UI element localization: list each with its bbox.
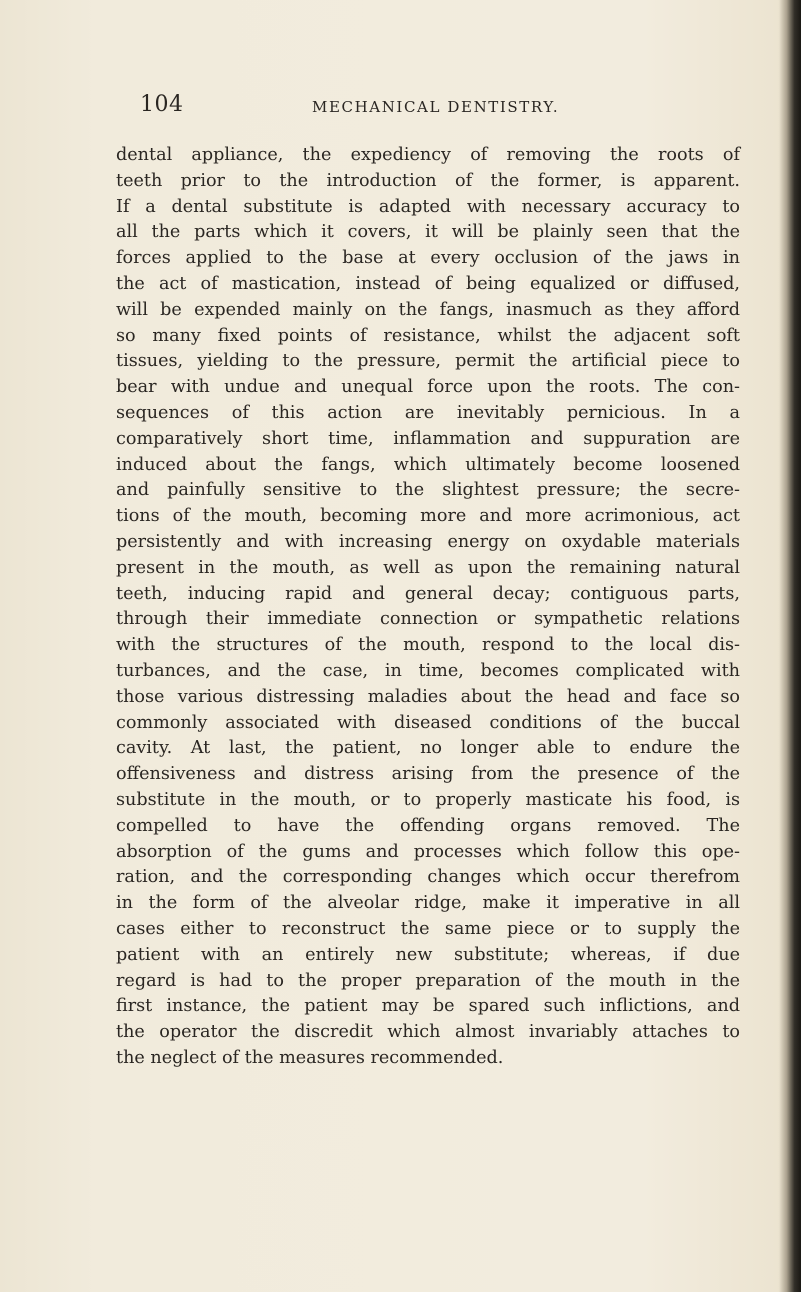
- text-line: will be expended mainly on the fangs, inasmuch as they afford: [116, 299, 740, 320]
- page-header: [140, 92, 740, 122]
- text-line: sequences of this action are inevitably pernicious. In a: [116, 402, 740, 423]
- page-edge-shadow: [779, 0, 801, 1292]
- text-line: absorption of the gums and processes which follow this ope-: [116, 841, 740, 862]
- text-line: so many fixed points of resistance, whilst the adjacent soft: [116, 325, 740, 346]
- text-line: first instance, the patient may be spared such inflictions, and: [116, 996, 740, 1017]
- text-line: teeth prior to the introduction of the former, is apparent.: [116, 170, 740, 191]
- text-line: tions of the mouth, becoming more and more acrimonious, act: [116, 506, 740, 527]
- text-line: with the structures of the mouth, respond to the local dis-: [116, 635, 740, 656]
- text-line: the neglect of the measures recommended.: [116, 1047, 504, 1068]
- running-head: MECHANICAL DENTISTRY.: [312, 98, 560, 116]
- text-line: teeth, inducing rapid and general decay; contiguous parts,: [116, 583, 740, 604]
- text-line: tissues, yielding to the pressure, permit the artificial piece to: [116, 351, 740, 372]
- text-line: present in the mouth, as well as upon the remaining natural: [116, 557, 740, 578]
- page-number: 104: [140, 92, 184, 117]
- text-line: comparatively short time, inflammation and suppuration are: [116, 428, 740, 449]
- text-line: all the parts which it covers, it will be plainly seen that the: [116, 222, 740, 243]
- text-line: through their immediate connection or sympathetic relations: [116, 609, 740, 630]
- text-line: cases either to reconstruct the same piece or to supply the: [116, 918, 740, 939]
- text-line: in the form of the alveolar ridge, make it imperative in all: [116, 893, 740, 914]
- text-line: substitute in the mouth, or to properly masticate his food, is: [116, 789, 740, 810]
- text-line: commonly associated with diseased conditions of the buccal: [116, 712, 740, 733]
- text-line: cavity. At last, the patient, no longer able to endure the: [116, 738, 740, 759]
- text-line: dental appliance, the expediency of removing the roots of: [116, 145, 740, 165]
- text-line: those various distressing maladies about the head and face so: [116, 686, 740, 707]
- text-line: patient with an entirely new substitute; whereas, if due: [116, 944, 740, 965]
- text-line: persistently and with increasing energy on oxydable materials: [116, 531, 740, 552]
- body-text: [116, 143, 740, 1072]
- text-line: bear with undue and unequal force upon the roots. The con-: [116, 377, 740, 398]
- text-line: offensiveness and distress arising from the presence of the: [116, 764, 740, 785]
- text-line: compelled to have the offending organs removed. The: [116, 815, 740, 836]
- text-line: and painfully sensitive to the slightest pressure; the secre-: [116, 480, 740, 501]
- text-line: regard is had to the proper preparation of the mouth in the: [116, 970, 740, 991]
- text-line: the act of mastication, instead of being equalized or diffused,: [116, 273, 740, 294]
- text-line: If a dental substitute is adapted with necessary accuracy to: [116, 196, 740, 217]
- text-line: forces applied to the base at every occlusion of the jaws in: [116, 248, 740, 269]
- text-line: turbances, and the case, in time, becomes complicated with: [116, 660, 740, 681]
- text-line: induced about the fangs, which ultimately become loosened: [116, 454, 740, 475]
- text-line: ration, and the corresponding changes which occur therefrom: [116, 867, 740, 888]
- text-line: the operator the discredit which almost invariably attaches to: [116, 1022, 740, 1043]
